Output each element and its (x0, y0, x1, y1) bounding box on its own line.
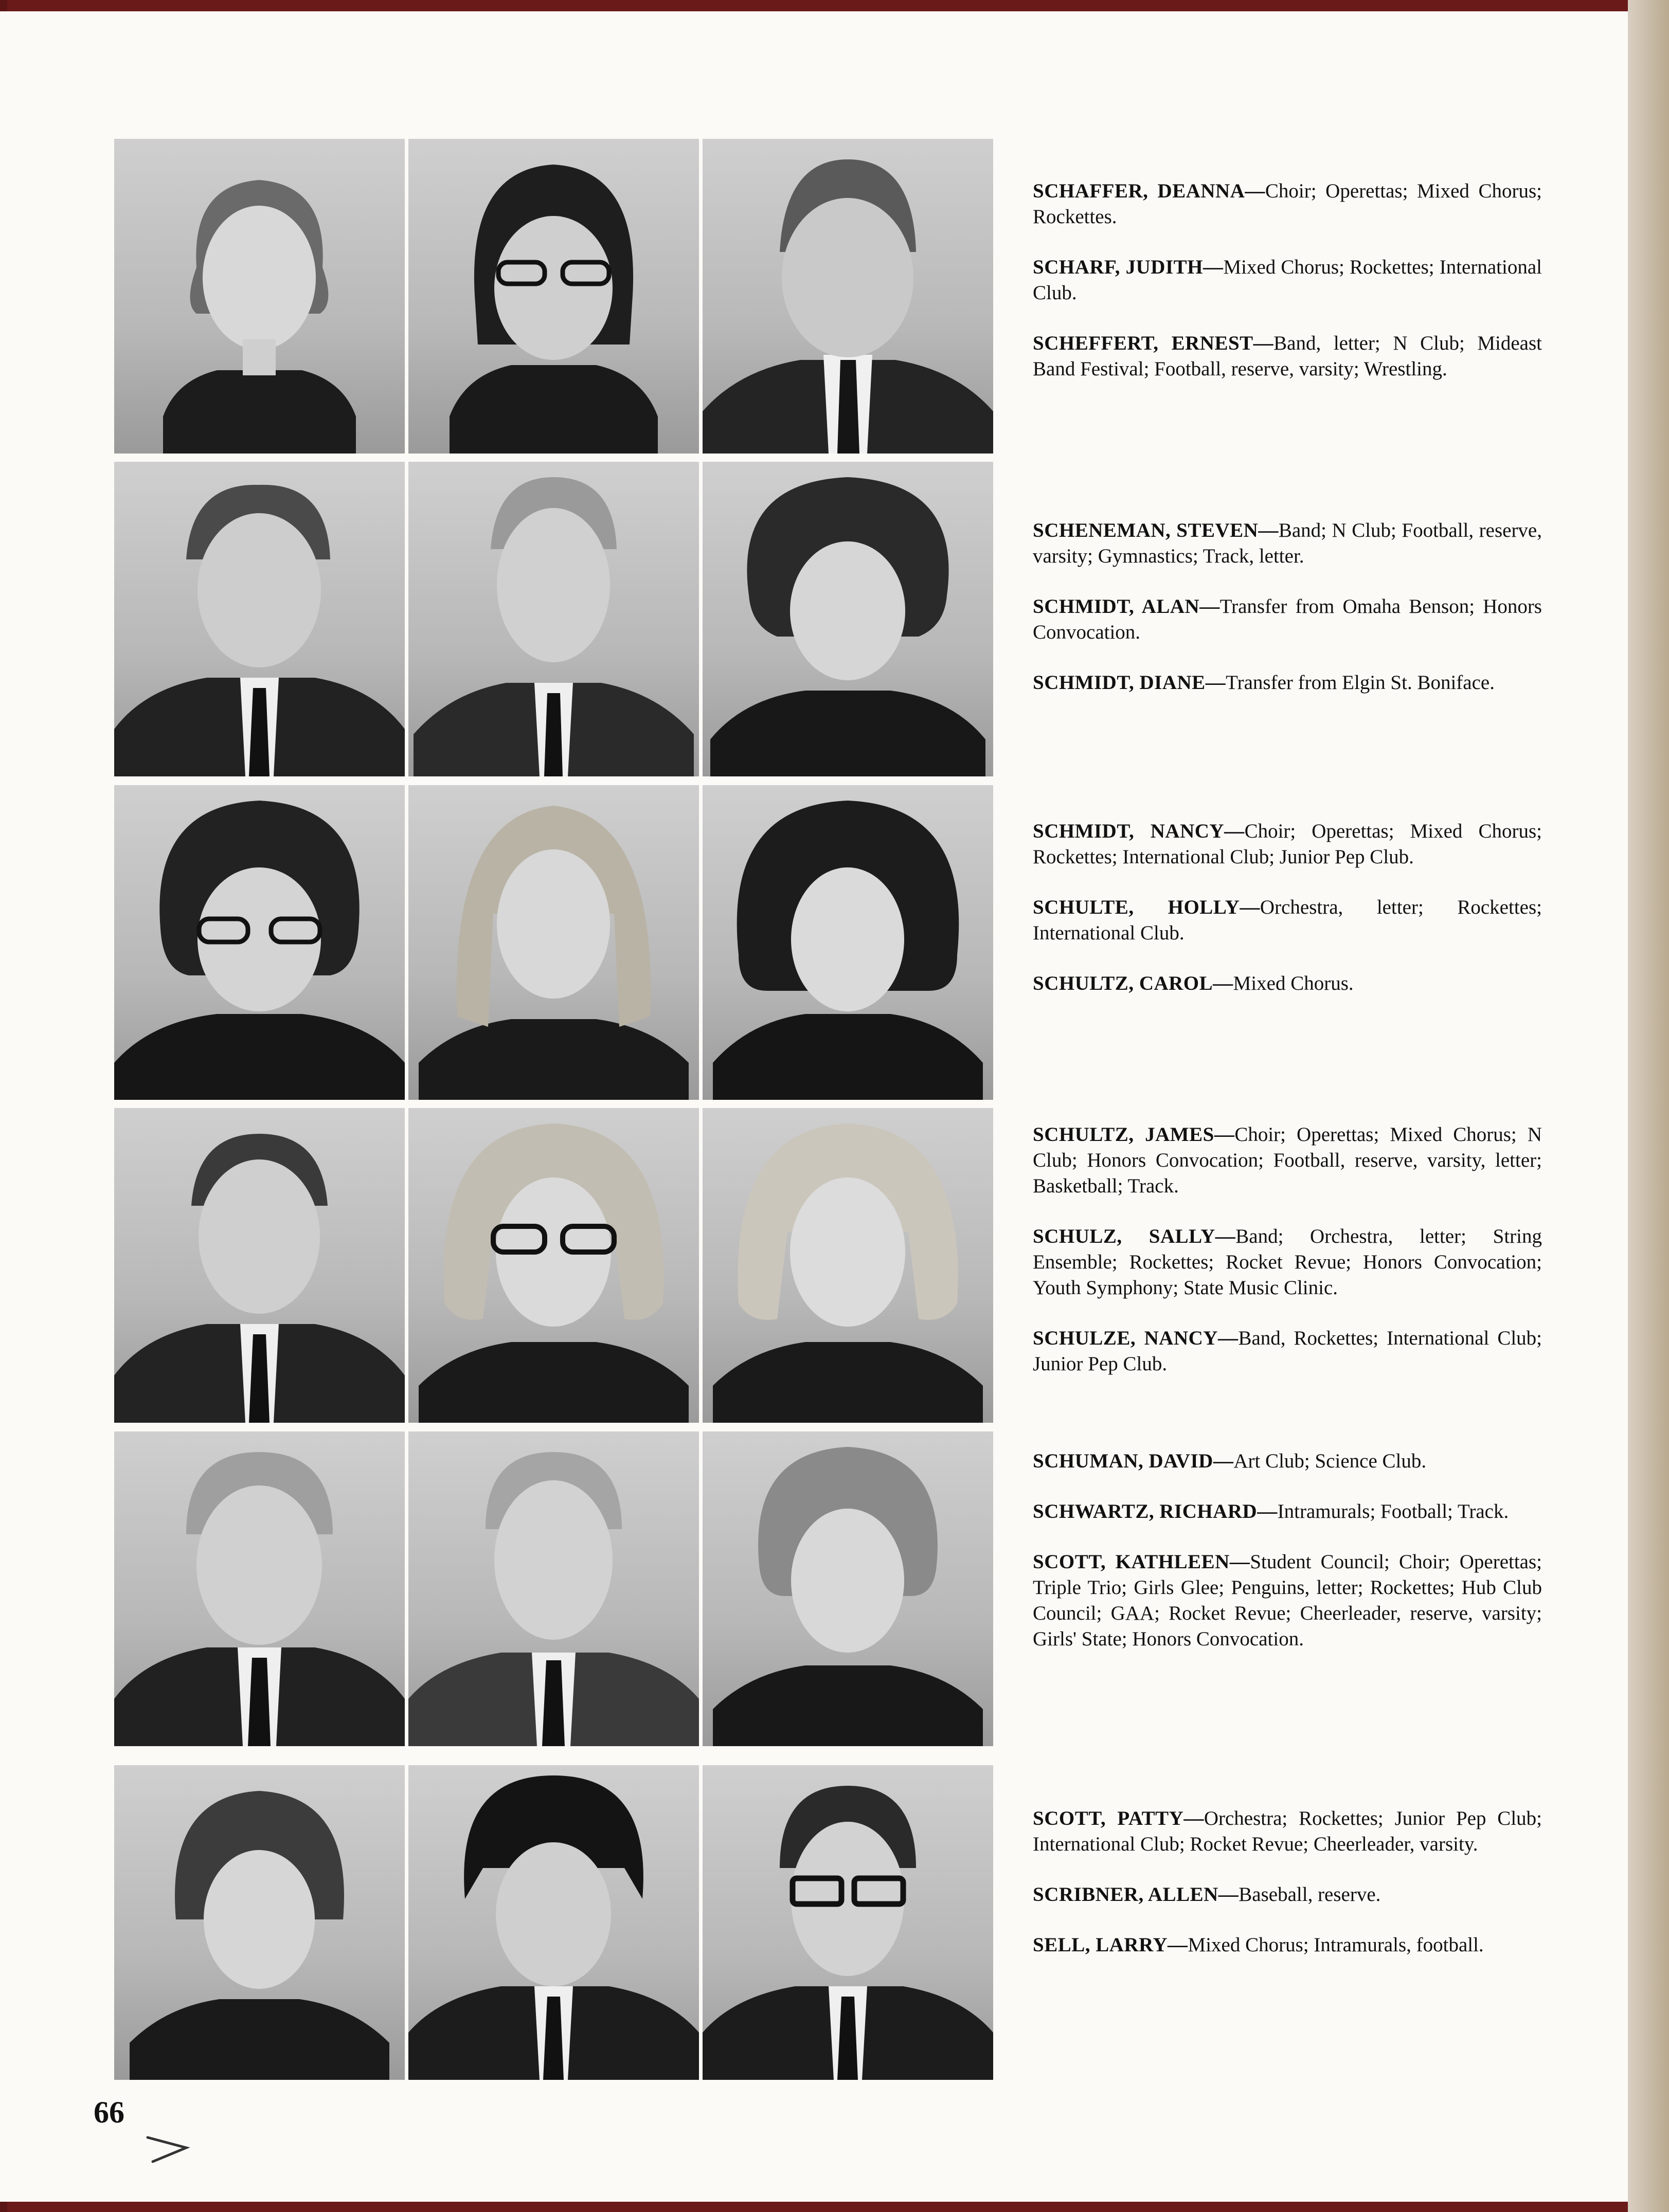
student-entry: SELL, LARRY—Mixed Chorus; Intramurals, football. (1033, 1934, 1484, 1956)
entries-block (1033, 1122, 1542, 1402)
portrait-photo (408, 785, 699, 1100)
student-entry: SCHULTZ, CAROL—Mixed Chorus. (1033, 972, 1354, 994)
student-entry: SCOTT, PATTY—Orchestra; Rockettes; Junior Pep Club; International Club; Rocket Revue; Cheerleader, varsity. (1033, 1807, 1542, 1855)
entries-block (1033, 1448, 1542, 1677)
student-entry: SCHULTE, HOLLY—Orchestra, letter; Rockettes; International Club. (1033, 896, 1542, 944)
portrait-grid (114, 139, 698, 2080)
student-entry: SCHEFFERT, ERNEST—Band, letter; N Club; Mideast Band Festival; Football, reserve, varsity; Wrestling. (1033, 332, 1542, 380)
student-entry: SCHENEMAN, STEVEN—Band; N Club; Football, reserve, varsity; Gymnastics; Track, letter. (1033, 519, 1542, 567)
portrait-photo (114, 1108, 405, 1423)
student-entry: SCRIBNER, ALLEN—Baseball, reserve. (1033, 1883, 1381, 1906)
student-entry: SCOTT, KATHLEEN—Student Council; Choir; Operettas; Triple Trio; Girls Glee; Penguins, letter; Rockettes; Hub Club Council; GAA; Rocket Revue; Cheerleader, reserve, varsity; Girls' State; Honors Convocation. (1033, 1551, 1542, 1650)
portrait-photo (703, 1765, 993, 2080)
portrait-photo (114, 1431, 405, 1746)
portrait-photo (114, 139, 405, 454)
portrait-photo (703, 1108, 993, 1423)
portrait-photo (703, 139, 993, 454)
student-entry: SCHULZ, SALLY—Band; Orchestra, letter; String Ensemble; Rockettes; Rocket Revue; Honors Convocation; Youth Symphony; State Music Clinic. (1033, 1225, 1542, 1299)
student-entry: SCHWARTZ, RICHARD—Intramurals; Football; Track. (1033, 1500, 1509, 1522)
portrait-photo (114, 785, 405, 1100)
student-entry: SCHMIDT, ALAN—Transfer from Omaha Benson; Honors Convocation. (1033, 595, 1542, 643)
portrait-photo (703, 462, 993, 776)
portrait-photo (408, 1431, 699, 1746)
entries-block (1033, 1806, 1542, 1983)
portrait-photo (703, 1431, 993, 1746)
yearbook-page (0, 11, 1628, 2202)
portrait-photo (408, 462, 699, 776)
entries-block (1033, 819, 1542, 1021)
entries-block (1033, 178, 1542, 407)
student-entry: SCHMIDT, DIANE—Transfer from Elgin St. Boniface. (1033, 672, 1495, 694)
portrait-photo (114, 462, 405, 776)
student-entry: SCHUMAN, DAVID—Art Club; Science Club. (1033, 1450, 1427, 1472)
pen-mark-icon (145, 2130, 191, 2166)
page-edge (1628, 0, 1669, 2212)
student-entry: SCHMIDT, NANCY—Choir; Operettas; Mixed Chorus; Rockettes; International Club; Junior Pep Club. (1033, 820, 1542, 868)
portrait-photo (114, 1765, 405, 2080)
page-number: 66 (94, 2095, 124, 2129)
portrait-photo (408, 139, 699, 454)
portrait-photo (408, 1108, 699, 1423)
student-entry: SCHAFFER, DEANNA—Choir; Operettas; Mixed Chorus; Rockettes. (1033, 180, 1542, 228)
student-entry: SCHULZE, NANCY—Band, Rockettes; International Club; Junior Pep Club. (1033, 1327, 1542, 1375)
entries-block (1033, 518, 1542, 720)
student-entry: SCHULTZ, JAMES—Choir; Operettas; Mixed Chorus; N Club; Honors Convocation; Football, reserve, varsity, letter; Basketball; Track. (1033, 1123, 1542, 1197)
student-entry: SCHARF, JUDITH—Mixed Chorus; Rockettes; International Club. (1033, 256, 1542, 304)
portrait-photo (408, 1765, 699, 2080)
portrait-photo (703, 785, 993, 1100)
